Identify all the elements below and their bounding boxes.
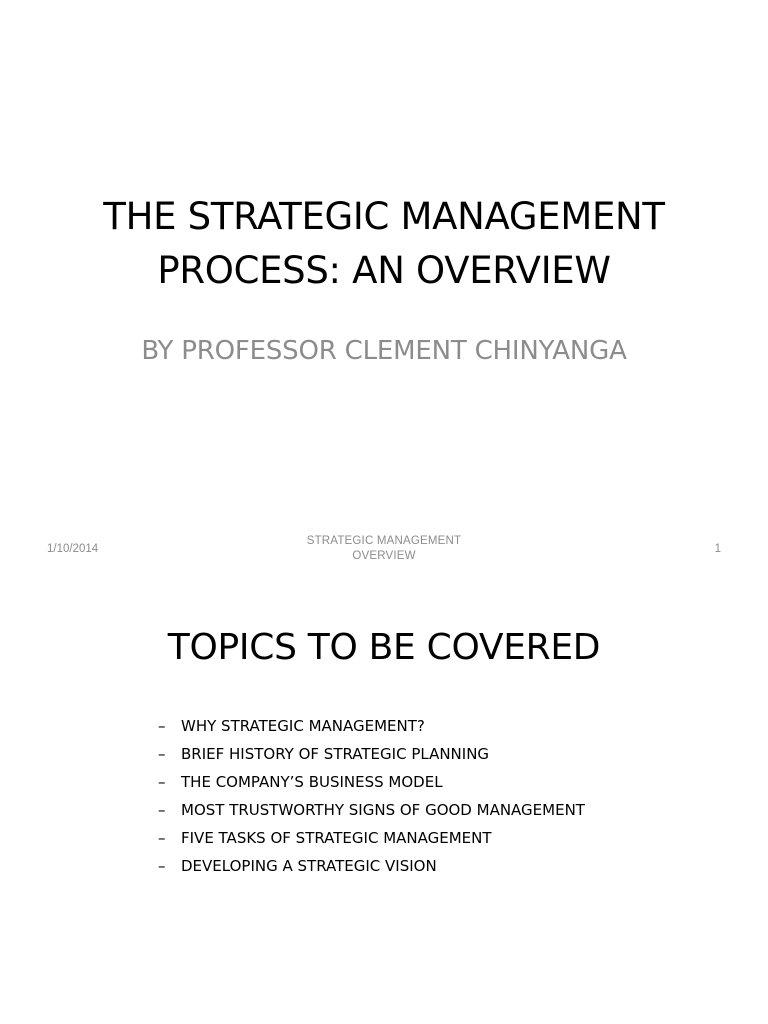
slide-2 [0,576,768,1024]
bullet-dash: – [158,745,166,763]
slide-footer [0,534,768,574]
footer-title-line-1: STRATEGIC MANAGEMENT [306,535,462,547]
list-item [158,824,585,852]
topic-list [158,712,585,880]
topic-text: MOST TRUSTWORTHY SIGNS OF GOOD MANAGEMENT [181,801,585,819]
bullet-dash: – [158,857,166,875]
topic-text: BRIEF HISTORY OF STRATEGIC PLANNING [181,745,490,763]
topic-text: WHY STRATEGIC MANAGEMENT? [181,717,425,735]
bullet-dash: – [158,717,166,735]
bullet-dash: – [158,773,166,791]
slide-title [0,190,768,298]
footer-title-line-2: OVERVIEW [352,550,416,562]
list-item [158,852,585,880]
bullet-dash: – [158,829,166,847]
slide-subtitle: BY PROFESSOR CLEMENT CHINYANGA [141,336,627,366]
list-item [158,712,585,740]
footer-date: 1/10/2014 [47,543,99,555]
list-item [158,768,585,796]
topic-text: THE COMPANY’S BUSINESS MODEL [181,773,443,791]
slide-title-line-2: PROCESS: AN OVERVIEW [157,249,611,292]
slide-title-line-1: THE STRATEGIC MANAGEMENT [103,195,665,238]
topics-title: TOPICS TO BE COVERED [167,627,601,668]
topic-text: DEVELOPING A STRATEGIC VISION [181,857,437,875]
footer-page-number: 1 [714,543,721,555]
list-item [158,796,585,824]
list-item [158,740,585,768]
footer-title [284,534,484,564]
topic-text: FIVE TASKS OF STRATEGIC MANAGEMENT [181,829,492,847]
bullet-dash: – [158,801,166,819]
